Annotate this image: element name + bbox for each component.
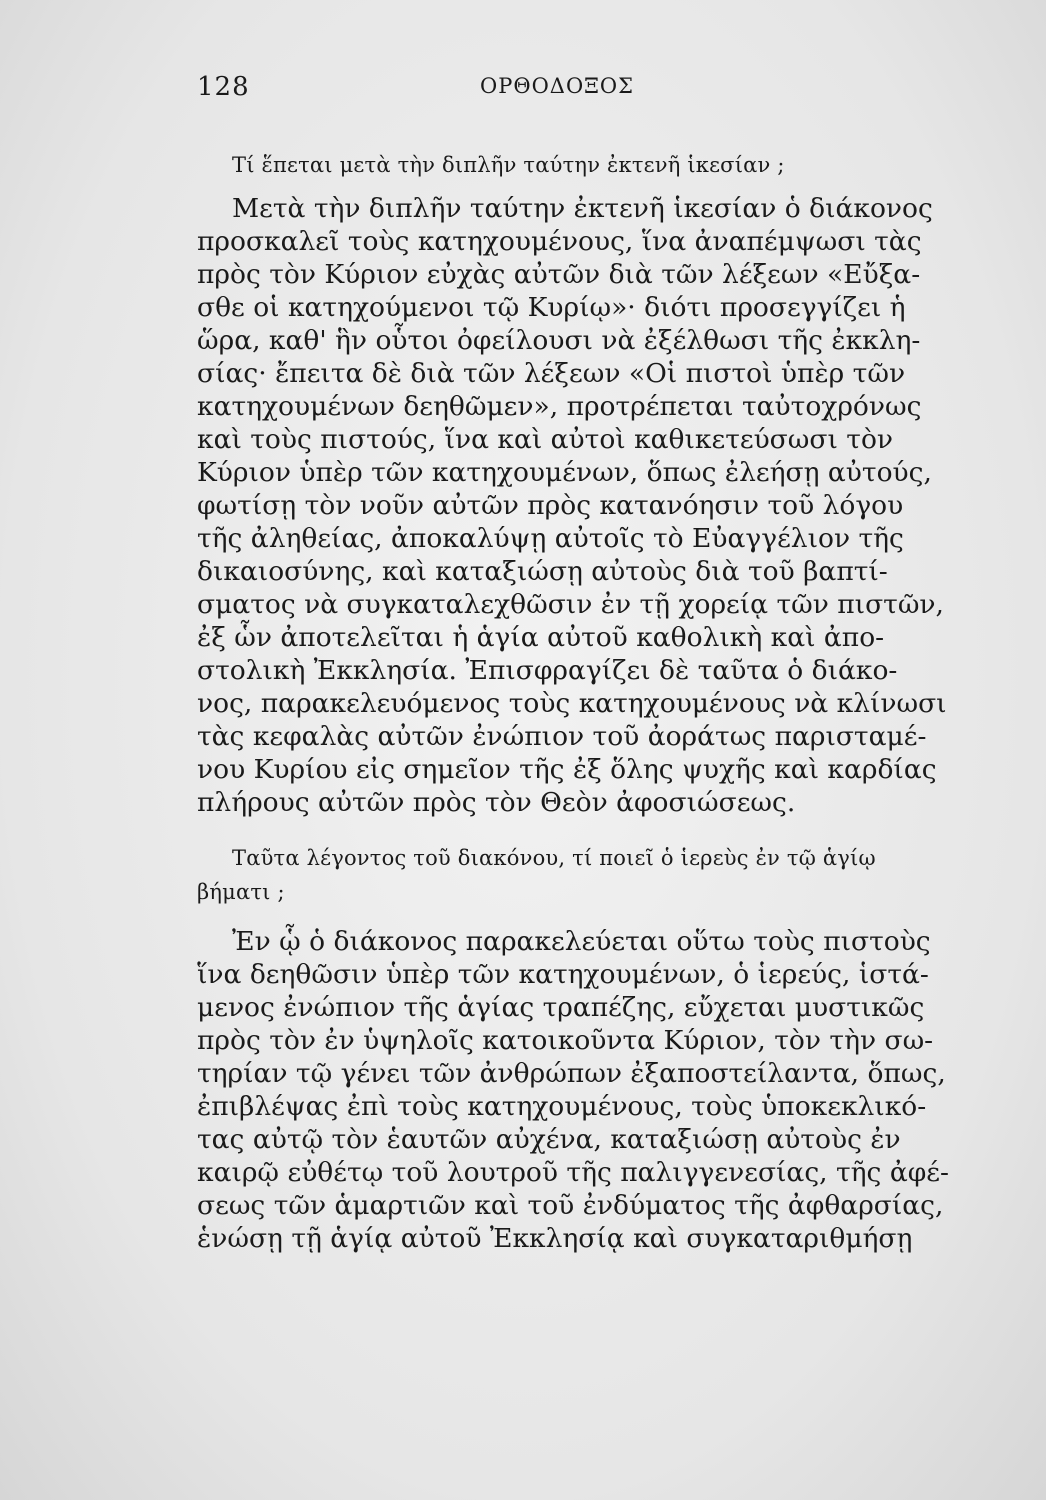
answer-2-line: σεως τῶν ἁμαρτιῶν καὶ τοῦ ἐνδύματος τῆς ἀφθαρσίας, [197, 1190, 944, 1221]
answer-2-line: ἑνώσῃ τῇ ἁγίᾳ αὐτοῦ Ἐκκλησίᾳ καὶ συγκαταριθμήσῃ [197, 1223, 913, 1254]
answer-1-line: Μετὰ τὴν διπλῆν ταύτην ἐκτενῆ ἱκεσίαν ὁ διάκονος [232, 193, 933, 224]
answer-2-line: ἵνα δεηθῶσιν ὑπὲρ τῶν κατηχουμένων, ὁ ἱερεύς, ἱστά- [197, 959, 929, 990]
question-2-line: βήματι ; [197, 880, 285, 904]
answer-2-line: πρὸς τὸν ἐν ὑψηλοῖς κατοικοῦντα Κύριον, τὸν τὴν σω- [197, 1025, 934, 1056]
answer-1-line: Κύριον ὑπὲρ τῶν κατηχουμένων, ὅπως ἐλεήσῃ αὐτούς, [197, 457, 932, 488]
answer-1-line: τὰς κεφαλὰς αὐτῶν ἐνώπιον τοῦ ἀοράτως παρισταμέ- [197, 721, 927, 752]
answer-2 [197, 925, 949, 1255]
answer-1-line: φωτίσῃ τὸν νοῦν αὐτῶν πρὸς κατανόησιν τοῦ λόγου [197, 490, 904, 521]
answer-1-line: στολικὴ Ἐκκλησία. Ἐπισφραγίζει δὲ ταῦτα ὁ διάκο- [197, 655, 898, 686]
answer-1-line: σίας· ἔπειτα δὲ διὰ τῶν λέξεων «Οἱ πιστοὶ ὑπὲρ τῶν [197, 358, 906, 389]
answer-1-line: προσκαλεῖ τοὺς κατηχουμένους, ἵνα ἀναπέμψωσι τὰς [197, 226, 922, 257]
answer-1-line: σθε οἱ κατηχούμενοι τῷ Κυρίῳ»· διότι προσεγγίζει ἡ [197, 292, 906, 323]
answer-1-line: δικαιοσύνης, καὶ καταξιώσῃ αὐτοὺς διὰ τοῦ βαπτί- [197, 556, 888, 587]
answer-2-line: Ἐν ᾧ ὁ διάκονος παρακελεύεται οὕτω τοὺς πιστοὺς [232, 926, 931, 957]
running-title: ΟΡΘΟΔΟΞΟΣ [480, 74, 635, 98]
question-1: Τί ἕπεται μετὰ τὴν διπλῆν ταύτην ἐκτενῆ ἱκεσίαν ; [232, 153, 785, 177]
answer-2-line: ἐπιβλέψας ἐπὶ τοὺς κατηχουμένους, τοὺς ὑποκεκλικό- [197, 1091, 927, 1122]
answer-1-line: πλήρους αὐτῶν πρὸς τὸν Θεὸν ἀφοσιώσεως. [197, 787, 796, 818]
answer-1-line: κατηχουμένων δεηθῶμεν», προτρέπεται ταὐτοχρόνως [197, 391, 922, 422]
answer-2-line: καιρῷ εὐθέτῳ τοῦ λουτροῦ τῆς παλιγγενεσίας, τῆς ἀφέ- [197, 1157, 949, 1188]
answer-1-line: τῆς ἀληθείας, ἀποκαλύψῃ αὐτοῖς τὸ Εὐαγγέλιον τῆς [197, 523, 904, 554]
answer-1-line: ὥρα, καθ' ἣν οὗτοι ὀφείλουσι νὰ ἐξέλθωσι τῆς ἐκκλη- [197, 325, 921, 356]
answer-1-line: νος, παρακελευόμενος τοὺς κατηχουμένους νὰ κλίνωσι [197, 688, 947, 719]
answer-1-line: πρὸς τὸν Κύριον εὐχὰς αὐτῶν διὰ τῶν λέξεων «Εὔξα- [197, 259, 921, 290]
answer-1-line: ἐξ ὧν ἀποτελεῖται ἡ ἁγία αὐτοῦ καθολικὴ καὶ ἀπο- [197, 622, 885, 653]
answer-1-line: καὶ τοὺς πιστούς, ἵνα καὶ αὐτοὶ καθικετεύσωσι τὸν [197, 424, 894, 455]
page-body [197, 148, 949, 1255]
answer-1 [197, 192, 947, 819]
question-2-line: Ταῦτα λέγοντος τοῦ διακόνου, τί ποιεῖ ὁ ἱερεὺς ἐν τῷ ἁγίῳ [232, 846, 876, 870]
answer-1-line: νου Κυρίου εἰς σημεῖον τῆς ἐξ ὅλης ψυχῆς καὶ καρδίας [197, 754, 937, 785]
answer-2-line: τας αὐτῷ τὸν ἑαυτῶν αὐχένα, καταξιώσῃ αὐτοὺς ἐν [197, 1124, 901, 1155]
page-header [197, 72, 847, 112]
page-number: 128 [197, 72, 250, 102]
answer-2-line: μενος ἐνώπιον τῆς ἁγίας τραπέζης, εὔχεται μυστικῶς [197, 992, 925, 1023]
answer-1-line: σματος νὰ συγκαταλεχθῶσιν ἐν τῇ χορείᾳ τῶν πιστῶν, [197, 589, 944, 620]
answer-2-line: τηρίαν τῷ γένει τῶν ἀνθρώπων ἐξαποστείλαντα, ὅπως, [197, 1058, 946, 1089]
question-2 [197, 841, 942, 909]
